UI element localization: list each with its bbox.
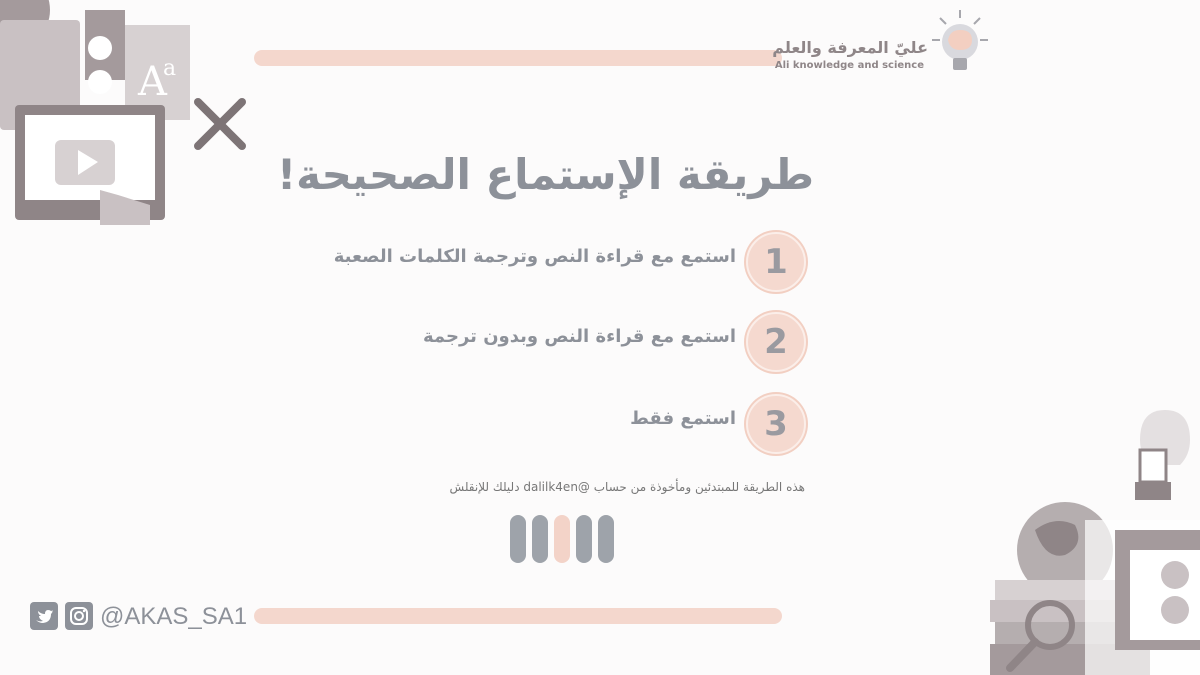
step-text: استمع فقط <box>630 408 736 429</box>
logo-arabic-text: عليّ المعرفة والعلم <box>772 38 928 57</box>
svg-text:A: A <box>138 59 167 105</box>
lightbulb-brain-icon <box>930 8 990 78</box>
page-indicator-pill <box>576 515 592 563</box>
source-note: هذه الطريقة للمبتدئين ومأخوذة من حساب @dalilk4en دليلك للإنقلش <box>449 480 805 494</box>
education-illustration-top-left <box>0 0 260 230</box>
social-handle-group <box>30 600 270 634</box>
step-3 <box>206 394 806 454</box>
page-title: طريقة الإستماع الصحيحة! <box>277 150 814 199</box>
svg-text:a: a <box>163 56 177 81</box>
brand-logo <box>772 8 990 78</box>
logo-english-text: Ali knowledge and science <box>774 60 924 71</box>
twitter-icon[interactable] <box>30 602 58 630</box>
step-number-badge: 1 <box>746 232 806 292</box>
instagram-icon[interactable] <box>65 602 93 630</box>
step-number-badge: 3 <box>746 394 806 454</box>
page-indicator <box>510 515 622 565</box>
step-text: استمع مع قراءة النص وترجمة الكلمات الصعبة <box>333 246 736 267</box>
page-indicator-pill <box>510 515 526 563</box>
top-accent-bar <box>254 50 782 66</box>
bottom-accent-bar <box>254 608 782 624</box>
step-number-badge: 2 <box>746 312 806 372</box>
page-indicator-pill <box>532 515 548 563</box>
step-2 <box>206 312 806 372</box>
page-indicator-pill <box>598 515 614 563</box>
step-text: استمع مع قراءة النص وبدون ترجمة <box>423 326 736 347</box>
social-handle-text: @AKAS_SA1 <box>100 603 248 630</box>
step-1 <box>206 232 806 292</box>
page-indicator-pill-active <box>554 515 570 563</box>
education-illustration-bottom-right <box>990 400 1200 675</box>
